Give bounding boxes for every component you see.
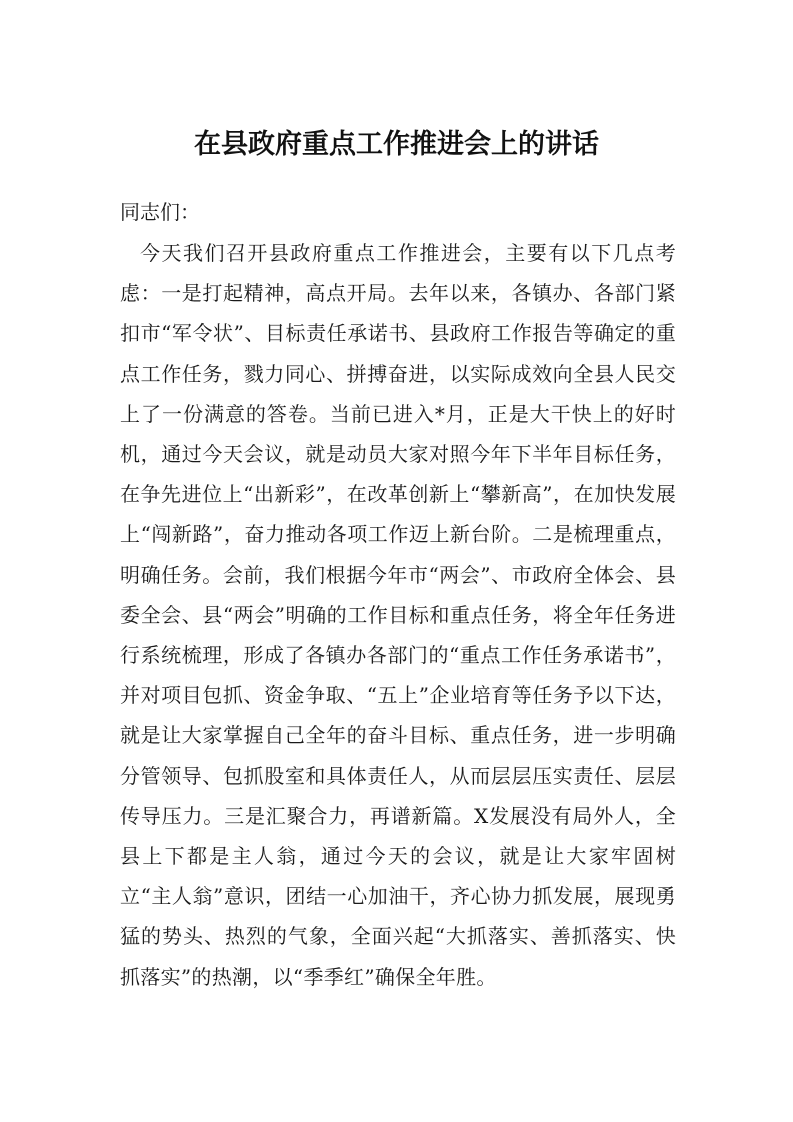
document-title: 在县政府重点工作推进会上的讲话	[194, 129, 599, 160]
salutation: 同志们：	[120, 200, 200, 224]
body-paragraph: 今天我们召开县政府重点工作推进会，主要有以下几点考虑：一是打起精神，高点开局。去年以来，各镇办、各部门紧扣市“军令状”、目标责任承诺书、县政府工作报告等确定的重点工作任务，戮力同心、拼搏奋进，以实际成效向全县人民交上了一份满意的答卷。当前已进入*月，正是大干快上的好时机，通过今天会议，就是动员大家对照今年下半年目标任务，在争先进位上“出新彩”，在改革创新上“攀新高”，在加快发展上“闯新路”，奋力推动各项工作迈上新台阶。二是梳理重点，明确任务。会前，我们根据今年市“两会”、市政府全体会、县委全会、县“两会”明确的工作目标和重点任务，将全年任务进行系统梳理，形成了各镇办各部门的“重点工作任务承诺书”，并对项目包抓、资金争取、“五上”企业培育等任务予以下达，就是让大家掌握自己全年的奋斗目标、重点任务，进一步明确分管领导、包抓股室和具体责任人，从而层层压实责任、层层传导压力。三是汇聚合力，再谱新篇。X发展没有局外人，全县上下都是主人翁，通过今天的会议，就是让大家牢固树立“主人翁”意识，团结一心加油干，齐心协力抓发展，展现勇猛的势头、热烈的气象，全面兴起“大抓落实、善抓落实、快抓落实”的热潮，以“季季红”确保全年胜。	[120, 241, 676, 989]
